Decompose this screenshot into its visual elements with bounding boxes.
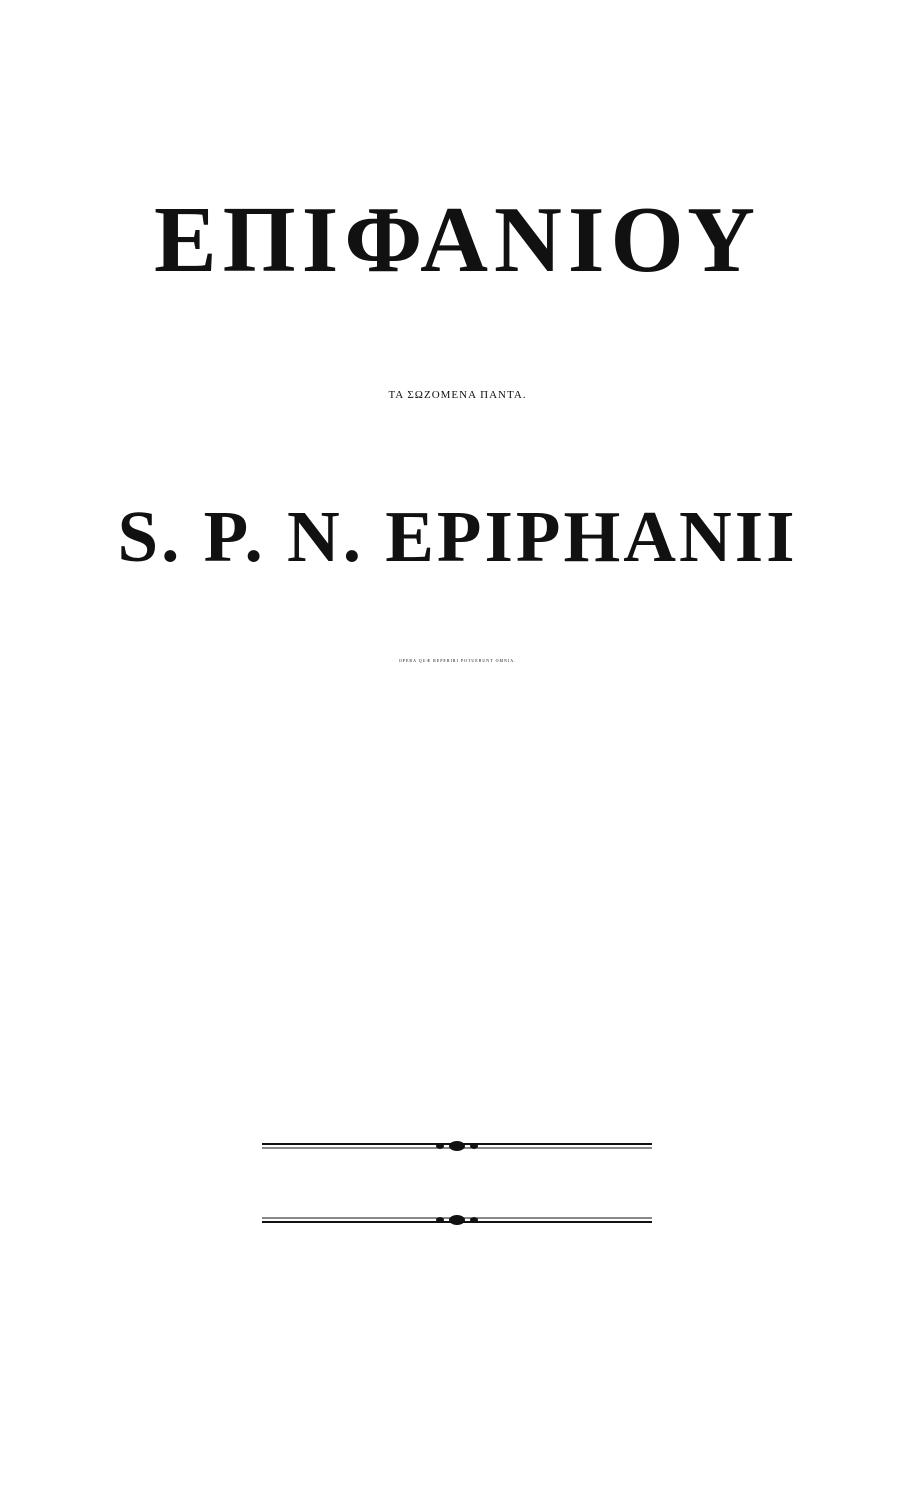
greek-name: ΕΠΙΦΑΝΙΟΥ — [153, 188, 762, 292]
latin-works: OPERA QUÆ REPERIRI POTUERUNT OMNIA. — [398, 658, 517, 663]
ornamental-rule-top — [262, 1139, 652, 1153]
latin-name: S. P. N. EPIPHANII — [117, 496, 798, 577]
greek-works: ΤΑ ΣΩΖΟΜΕΝΑ ΠΑΝΤΑ. — [388, 389, 527, 401]
ornamental-rule-bottom — [262, 1213, 652, 1227]
